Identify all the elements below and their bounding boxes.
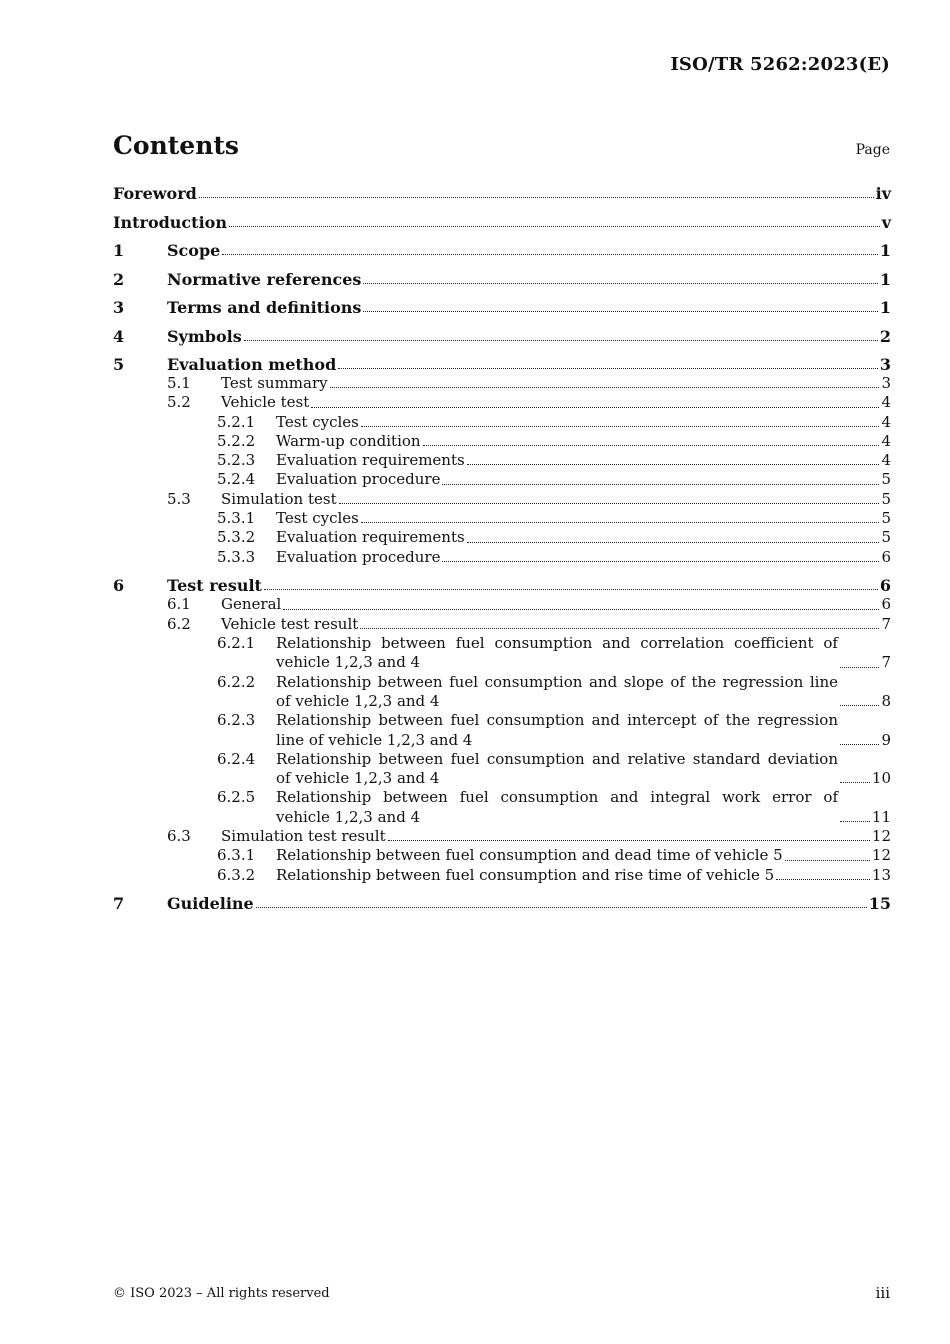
toc-entry-page: 12 [871,846,891,865]
toc-entry-title: Warm-up condition [276,431,421,450]
dot-leader [776,879,870,880]
footer-copyright: © ISO 2023 – All rights reserved [113,1286,330,1301]
toc-entry-page: 3 [879,355,891,374]
toc-entry-page: v [881,212,891,232]
toc-entry-number: 6.1 [167,595,191,614]
toc-entry[interactable] [113,788,891,827]
dot-leader [785,860,870,861]
toc-entry[interactable] [113,866,891,885]
toc-entry-page: 1 [879,241,891,260]
toc-entry[interactable] [113,355,891,374]
toc-entry-number: 6.2.2 [217,672,256,691]
toc-entry-title: Simulation test [221,489,337,508]
toc-entry-number: 5.2.3 [217,451,256,470]
toc-entry-title: Evaluation procedure [276,470,441,489]
dot-leader [283,609,879,610]
toc-entry-page: 2 [879,326,891,346]
toc-entry-title: Test result [167,576,262,596]
toc-entry-page: 12 [871,827,891,846]
toc-entry[interactable] [113,213,891,232]
toc-entry[interactable] [113,432,891,451]
toc-entry-title: Test cycles [276,412,359,431]
toc-entry[interactable] [113,827,891,846]
toc-entry[interactable] [113,270,891,289]
toc-entry-number: 6.2.1 [217,634,256,653]
toc-entry-title: Foreword [113,184,197,203]
dot-leader [361,522,880,523]
toc-entry[interactable] [113,451,891,470]
footer-page-number: iii [875,1284,890,1302]
toc-entry-page: 1 [879,269,891,289]
dot-leader [467,542,880,543]
dot-leader [264,589,878,590]
toc-entry[interactable] [113,374,891,393]
toc-entry[interactable] [113,241,891,260]
dot-leader [840,667,879,668]
toc-entry-number: 6.2 [167,614,191,633]
toc-entry-title: Evaluation requirements [276,528,465,547]
toc-entry-page: 5 [881,489,891,508]
toc-entry[interactable] [113,413,891,432]
toc-entry-title: General [221,595,282,614]
dot-leader [330,387,880,388]
toc-entry-title: Terms and definitions [167,298,362,317]
toc-entry-page: 7 [881,653,891,672]
toc-entry-number: 5.1 [167,374,191,392]
dot-leader [338,368,878,369]
toc-entry-title: Scope [167,241,221,260]
dot-leader [256,907,867,908]
toc-entry-page: 11 [871,807,891,826]
toc-entry[interactable] [113,846,891,865]
toc-entry-page: 10 [871,769,891,788]
toc-entry-title: Evaluation method [167,355,337,374]
dot-leader [363,283,877,284]
toc-entry-number: 5.2.2 [217,431,256,450]
toc-entry-page: 7 [881,614,891,633]
toc-entry[interactable] [113,298,891,317]
toc-entry[interactable] [113,470,891,489]
toc-entry-number: 5.3.2 [217,528,256,547]
toc-entry-number: 6.2.3 [217,711,256,730]
toc-entry-title: Relationship between fuel consumption and slope of the regression line of vehicle 1,2,3 and 4 [276,672,838,710]
dot-leader [199,197,874,198]
toc-entry-title: Evaluation requirements [276,451,465,470]
toc-entry[interactable] [113,184,891,203]
dot-leader [840,782,870,783]
toc-entry-title: Test cycles [276,509,359,528]
toc-entry[interactable] [113,576,891,595]
toc-entry-number: 4 [113,326,125,346]
toc-entry-page: 4 [881,412,891,431]
toc-entry-page: 1 [879,298,891,317]
toc-entry[interactable] [113,528,891,547]
toc-entry-title: Introduction [113,212,227,232]
toc-entry-page: 6 [881,547,891,566]
table-of-contents [113,184,891,913]
toc-entry-number: 6.2.4 [217,749,256,768]
page-column-label: Page [855,142,890,158]
dot-leader [311,407,879,408]
toc-entry-page: 15 [868,894,891,914]
toc-entry[interactable] [113,509,891,528]
toc-entry-number: 5.2.1 [217,412,256,431]
dot-leader [840,705,879,706]
toc-entry-title: Relationship between fuel consumption and integral work error of vehicle 1,2,3 and 4 [276,788,838,826]
toc-entry-number: 5 [113,355,125,374]
toc-entry[interactable] [113,595,891,614]
toc-entry-number: 6.3.2 [217,865,256,884]
toc-entry-number: 1 [113,241,125,260]
toc-entry-title: Relationship between fuel consumption and intercept of the regression line of vehicle 1,2,3 and 4 [276,711,838,749]
toc-entry-title: Test summary [221,374,328,392]
toc-entry-page: 5 [881,470,891,489]
dot-leader [360,628,879,629]
toc-entry[interactable] [113,750,891,789]
toc-entry-page: 8 [881,691,891,710]
dot-leader [388,840,870,841]
toc-entry-number: 5.2 [167,393,191,412]
dot-leader [229,226,880,227]
dot-leader [423,445,880,446]
toc-entry-title: Vehicle test [221,393,310,412]
toc-entry-title: Relationship between fuel consumption and relative standard deviation of vehicle 1,2,3 and 4 [276,749,838,788]
toc-entry-title: Symbols [167,326,242,346]
dot-leader [840,821,870,822]
document-id: ISO/TR 5262:2023(E) [670,54,890,75]
dot-leader [442,484,879,485]
toc-entry[interactable] [113,490,891,509]
toc-entry-page: 4 [881,431,891,450]
toc-entry-title: Simulation test result [221,827,386,846]
toc-entry-page: 3 [881,374,891,392]
toc-entry[interactable] [113,615,891,634]
toc-entry-page: iv [875,184,891,203]
toc-entry-page: 13 [871,865,891,884]
toc-entry-number: 2 [113,269,125,289]
toc-entry-title: Guideline [167,894,254,914]
dot-leader [442,561,879,562]
toc-entry[interactable] [113,673,891,712]
toc-entry-number: 6.3 [167,827,191,846]
toc-entry-title: Relationship between fuel consumption and rise time of vehicle 5 [276,865,775,884]
toc-entry-number: 6.3.1 [217,846,256,865]
toc-entry-number: 5.2.4 [217,470,256,489]
toc-entry-page: 6 [879,576,891,596]
toc-entry-page: 4 [881,393,891,412]
toc-entry[interactable] [113,634,891,673]
toc-entry-number: 5.3.3 [217,547,256,566]
toc-entry-page: 6 [881,595,891,614]
toc-entry[interactable] [113,548,891,567]
dot-leader [244,340,878,341]
toc-entry-number: 6.2.5 [217,788,256,807]
toc-entry-page: 5 [881,509,891,528]
toc-entry-title: Evaluation procedure [276,547,441,566]
dot-leader [339,503,880,504]
dot-leader [363,311,877,312]
dot-leader [361,426,880,427]
toc-entry-number: 5.3.1 [217,509,256,528]
toc-heading: Contents [113,131,240,160]
toc-entry[interactable] [113,894,891,913]
dot-leader [467,464,880,465]
toc-entry[interactable] [113,327,891,346]
toc-entry-number: 5.3 [167,489,191,508]
toc-entry[interactable] [113,711,891,750]
toc-entry[interactable] [113,393,891,412]
toc-entry-page: 9 [881,730,891,749]
toc-entry-title: Normative references [167,269,362,289]
toc-entry-title: Relationship between fuel consumption and dead time of vehicle 5 [276,846,783,865]
toc-entry-number: 3 [113,298,125,317]
dot-leader [222,254,878,255]
toc-entry-title: Vehicle test result [221,614,359,633]
toc-entry-page: 5 [881,528,891,547]
toc-entry-page: 4 [881,451,891,470]
dot-leader [840,744,879,745]
toc-entry-number: 7 [113,894,125,914]
toc-entry-number: 6 [113,576,125,596]
toc-entry-title: Relationship between fuel consumption and correlation coefficient of vehicle 1,2,3 and 4 [276,634,838,672]
